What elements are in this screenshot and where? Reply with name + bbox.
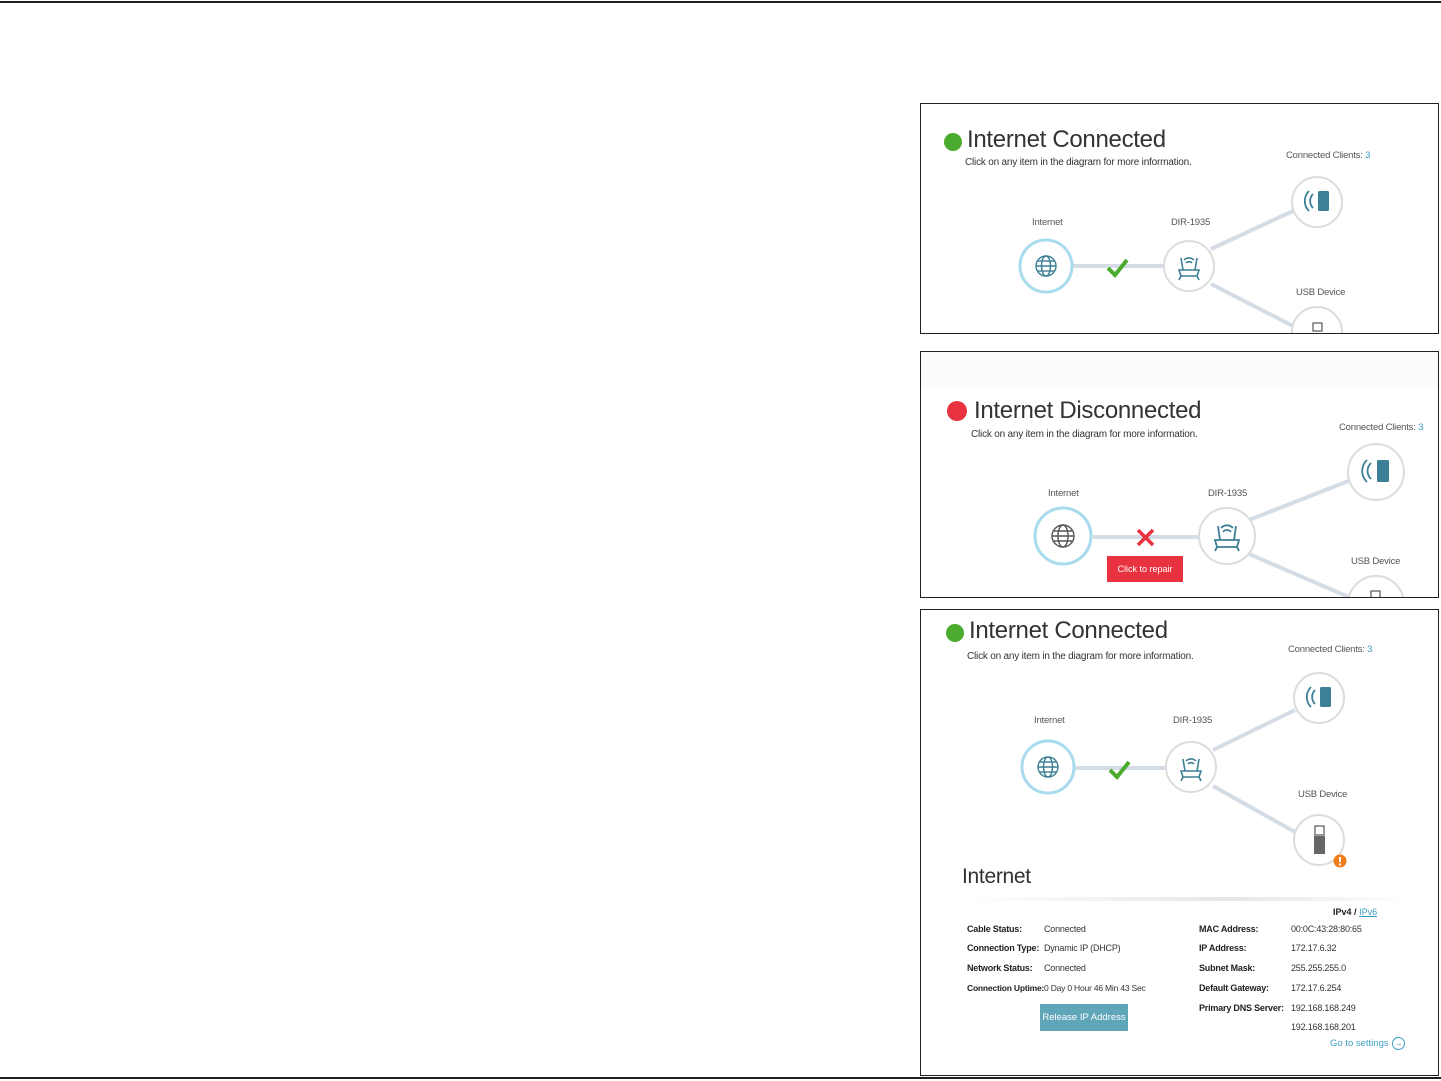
alert-dot (1339, 864, 1341, 866)
connection-type-label: Connection Type: (967, 943, 1040, 953)
alert-mark (1339, 857, 1341, 862)
clients-node-button[interactable] (1294, 673, 1344, 723)
connected-clients-label: Connected Clients: 3 (1288, 644, 1373, 655)
diagram-hint: Click on any item in the diagram for more information. (967, 651, 1194, 662)
default-gateway-label: Default Gateway: (1199, 983, 1269, 993)
section-title: Internet (962, 865, 1031, 888)
diagram-hint: Click on any item in the diagram for more information. (965, 157, 1192, 168)
router-node-button[interactable] (1199, 508, 1255, 564)
internet-label: Internet (1032, 217, 1063, 228)
link-router-usb (1213, 786, 1295, 832)
primary-dns-label: Primary DNS Server: (1199, 1003, 1284, 1013)
subnet-mask-value: 255.255.255.0 (1291, 963, 1346, 973)
internet-node-button[interactable] (1020, 240, 1072, 292)
router-label: DIR-1935 (1208, 488, 1248, 499)
usb-node (1348, 576, 1404, 598)
usb-node (1292, 307, 1342, 334)
link-router-usb (1249, 554, 1351, 598)
internet-node-button[interactable] (1035, 508, 1091, 564)
link-router-clients (1211, 211, 1293, 249)
cable-status-value: Connected (1044, 924, 1086, 934)
page-bottom-rule (0, 1077, 1441, 1079)
internet-label: Internet (1034, 715, 1065, 726)
secondary-dns-value: 192.168.168.201 (1291, 1022, 1356, 1032)
network-diagram (921, 610, 1439, 1076)
primary-dns-value: 192.168.168.249 (1291, 1003, 1356, 1013)
top-strip (921, 352, 1439, 386)
clients-node-button[interactable] (1348, 444, 1404, 500)
clients-node-button[interactable] (1292, 177, 1342, 227)
mac-address-value: 00:0C:43:28:80:65 (1291, 924, 1362, 934)
usb-device-label: USB Device (1296, 287, 1346, 298)
connection-type-value: Dynamic IP (DHCP) (1044, 943, 1121, 953)
subnet-mask-label: Subnet Mask: (1199, 963, 1256, 973)
connection-uptime-value: 0 Day 0 Hour 46 Min 43 Sec (1044, 983, 1146, 993)
router-label: DIR-1935 (1173, 715, 1213, 726)
screenshot-internet-details (920, 609, 1439, 1076)
screenshot-internet-disconnected (920, 351, 1439, 598)
link-router-clients (1249, 480, 1351, 520)
status-dot-green (946, 624, 964, 642)
tab-ipv6[interactable]: IPv6 (1359, 907, 1378, 917)
connected-clients-label: Connected Clients: 3 (1339, 422, 1424, 433)
connection-status-title: Internet Disconnected (974, 397, 1202, 424)
screenshot-internet-connected (920, 103, 1439, 334)
usb-device-label: USB Device (1351, 556, 1401, 567)
ip-address-label: IP Address: (1199, 943, 1247, 953)
internet-label: Internet (1048, 488, 1079, 499)
click-to-repair-button[interactable]: Click to repair (1107, 556, 1183, 582)
usb-device-label: USB Device (1298, 789, 1348, 800)
default-gateway-value: 172.17.6.254 (1291, 983, 1342, 993)
section-divider (961, 897, 1411, 901)
router-node-button[interactable] (1166, 742, 1216, 792)
page-top-rule (0, 1, 1441, 3)
connection-status-title: Internet Connected (969, 617, 1168, 644)
status-dot-red (947, 401, 967, 421)
release-ip-address-button[interactable]: Release IP Address (1040, 1004, 1128, 1031)
go-to-settings-link[interactable] (1330, 1037, 1405, 1050)
tab-separator: / (1354, 907, 1357, 917)
ip-address-value: 172.17.6.32 (1291, 943, 1337, 953)
diagram-hint: Click on any item in the diagram for more information. (971, 429, 1198, 440)
link-router-clients (1213, 710, 1295, 750)
tab-ipv4[interactable]: IPv4 (1333, 907, 1352, 917)
ip-version-tabs (1333, 907, 1377, 917)
mac-address-label: MAC Address: (1199, 924, 1259, 934)
usb-node-button[interactable] (1294, 815, 1344, 865)
connection-status-title: Internet Connected (967, 126, 1166, 153)
router-label: DIR-1935 (1171, 217, 1211, 228)
internet-node-button[interactable] (1022, 741, 1074, 793)
network-status-value: Connected (1044, 963, 1086, 973)
network-status-label: Network Status: (967, 963, 1033, 973)
status-dot-green (944, 133, 962, 151)
link-router-usb (1211, 284, 1293, 326)
cable-status-label: Cable Status: (967, 924, 1022, 934)
connection-uptime-label: Connection Uptime: (967, 983, 1045, 993)
arrow-right-circle-icon: → (1393, 1038, 1403, 1048)
connected-clients-label: Connected Clients: 3 (1286, 150, 1371, 161)
router-node-button[interactable] (1164, 241, 1214, 291)
go-to-settings-label: Go to settings (1330, 1038, 1389, 1050)
